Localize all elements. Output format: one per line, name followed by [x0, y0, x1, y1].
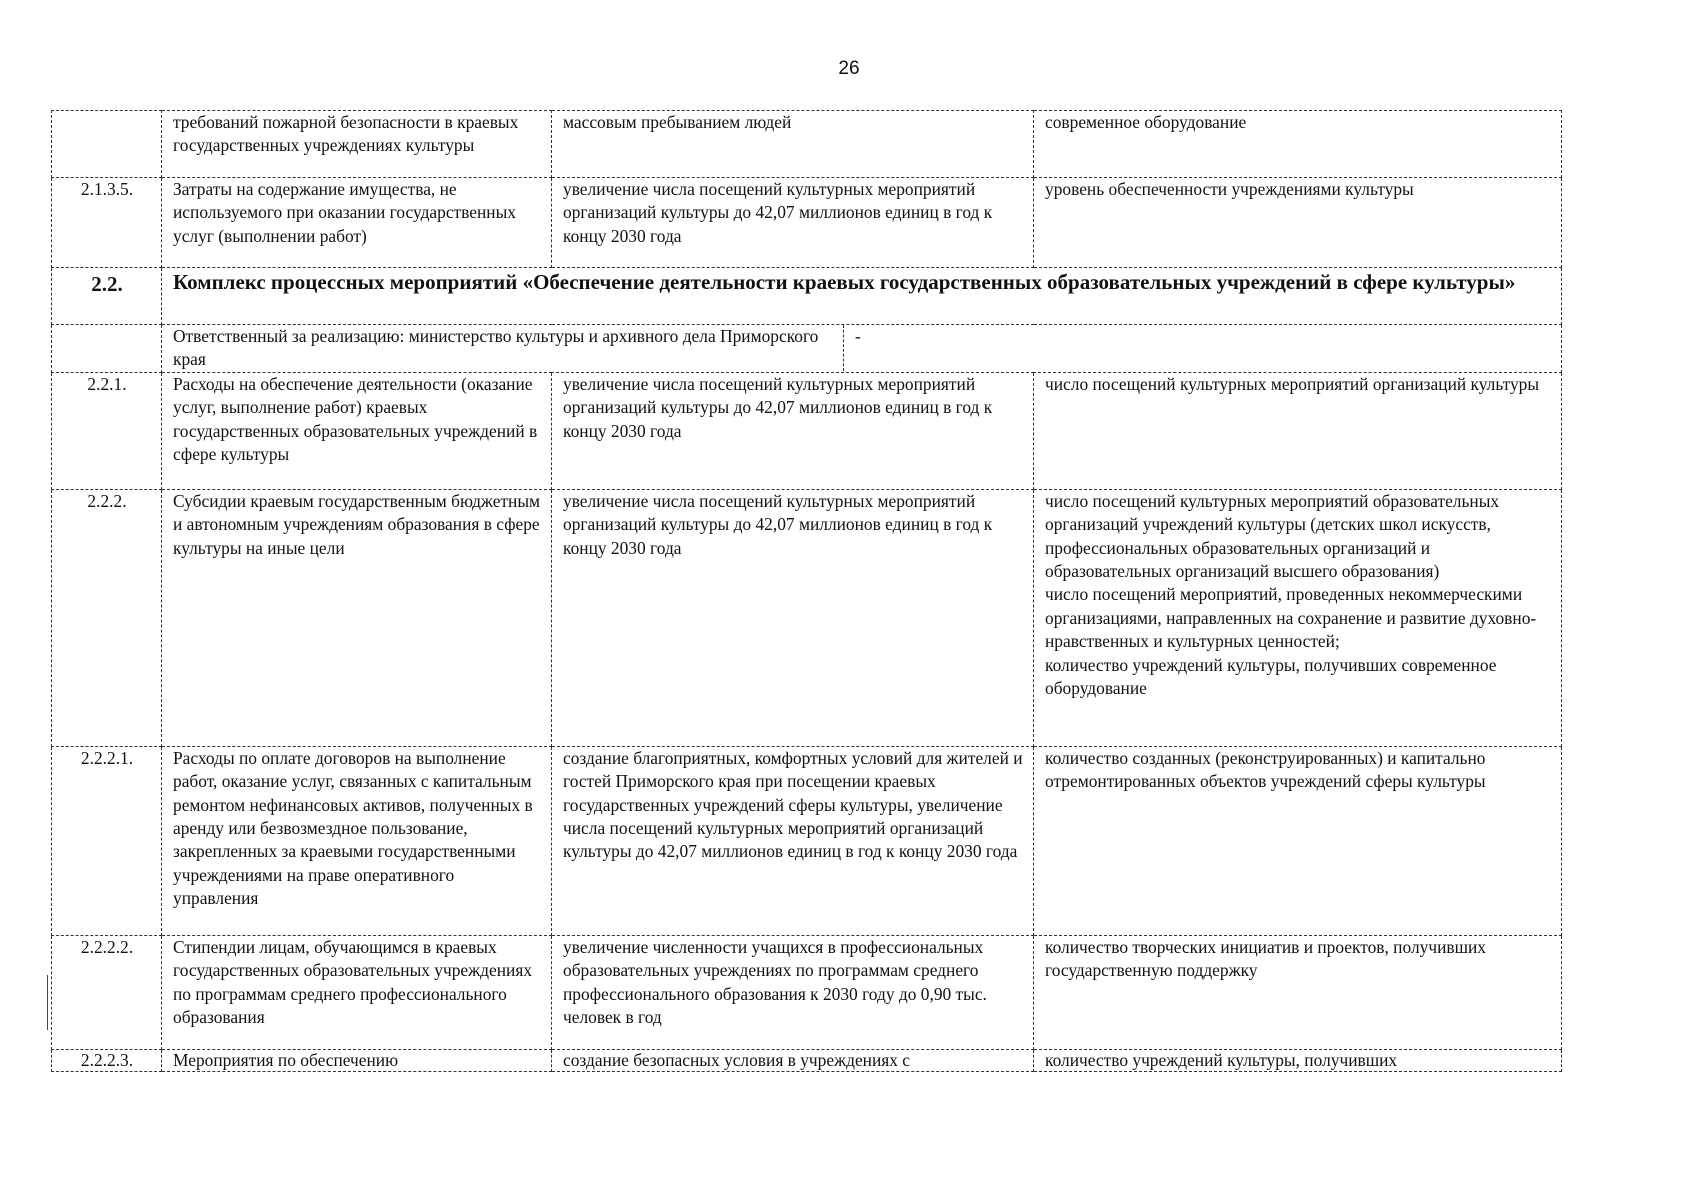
indicator-line: число посещений культурных мероприятий образовательных организаций учреждений культуры (детских школ искусств, профессиональных образовательных организаций и образовательных организаций высшего образования) — [1045, 490, 1500, 582]
responsible-block — [173, 325, 1561, 372]
page-number: 26 — [838, 58, 860, 79]
indicator-cell: число посещений культурных мероприятий организаций культуры — [1034, 372, 1562, 489]
table-row — [52, 178, 1562, 268]
task-cell: увеличение числа посещений культурных мероприятий организаций культуры до 42,07 миллионов единиц в год к концу 2030 года — [552, 372, 1034, 489]
empty-cell — [52, 325, 162, 373]
task-cell: увеличение численности учащихся в профессиональных образовательных учреждениях по программам среднего профессионального образования к 2030 году до 0,90 тыс. человек в год — [552, 935, 1034, 1049]
measure-cell: Субсидии краевым государственным бюджетным и автономным учреждениям образования в сфере культуры на иные цели — [162, 489, 552, 746]
indicator-cell — [1034, 489, 1562, 746]
row-number: 2.2.1. — [52, 372, 162, 489]
row-number: 2.1.3.5. — [52, 178, 162, 268]
program-table — [51, 110, 1562, 1072]
table-row — [52, 1049, 1562, 1071]
measure-cell: Расходы на обеспечение деятельности (оказание услуг, выполнение работ) краевых государственных образовательных учреждений в сфере культуры — [162, 372, 552, 489]
task-cell: увеличение числа посещений культурных мероприятий организаций культуры до 42,07 миллионов единиц в год к концу 2030 года — [552, 178, 1034, 268]
indicator-cell: современное оборудование — [1034, 111, 1562, 178]
table-row — [52, 746, 1562, 935]
indicator-cell: уровень обеспеченности учреждениями культуры — [1034, 178, 1562, 268]
indicator-cell: количество созданных (реконструированных) и капитально отремонтированных объектов учреждений сферы культуры — [1034, 746, 1562, 935]
row-number: 2.2.2.2. — [52, 935, 162, 1049]
indicator-line: число посещений мероприятий, проведенных некоммерческими организациями, направленных на сохранение и развитие духовно-нравственных и культурных ценностей; — [1045, 584, 1537, 652]
measure-cell: Стипендии лицам, обучающимся в краевых государственных образовательных учреждениях по программам среднего профессионального образования — [162, 935, 552, 1049]
section-header-row — [52, 268, 1562, 325]
row-number: 2.2.2.3. — [52, 1049, 162, 1071]
responsible-text: Ответственный за реализацию: министерство культуры и архивного дела Приморского края — [173, 326, 819, 370]
responsible-value: - — [843, 325, 861, 371]
table-row — [52, 372, 1562, 489]
table-row — [52, 935, 1562, 1049]
measure-cell: требований пожарной безопасности в краевых государственных учреждениях культуры — [162, 111, 552, 178]
measure-cell: Мероприятия по обеспечению — [162, 1049, 552, 1071]
scan-margin-line — [47, 975, 48, 1030]
indicator-cell: количество творческих инициатив и проектов, получивших государственную поддержку — [1034, 935, 1562, 1049]
row-number: 2.2.2. — [52, 489, 162, 746]
section-title: Комплекс процессных мероприятий «Обеспечение деятельности краевых государственных образовательных учреждений в сфере культуры» — [162, 268, 1562, 325]
indicator-line: количество учреждений культуры, получивших современное оборудование — [1045, 654, 1497, 699]
row-number — [52, 111, 162, 178]
responsible-row — [52, 325, 1562, 373]
task-cell: создание благоприятных, комфортных условий для жителей и гостей Приморского края при посещении краевых государственных учреждений сферы культуры, увеличение числа посещений культурных мероприятий организаций культуры до 42,07 миллионов единиц в год к концу 2030 года — [552, 746, 1034, 935]
task-cell: создание безопасных условия в учреждениях с — [552, 1049, 1034, 1071]
row-number: 2.2.2.1. — [52, 746, 162, 935]
table-row — [52, 489, 1562, 746]
measure-cell: Затраты на содержание имущества, не используемого при оказании государственных услуг (выполнении работ) — [162, 178, 552, 268]
indicator-cell: количество учреждений культуры, получивших — [1034, 1049, 1562, 1071]
task-cell: массовым пребыванием людей — [552, 111, 1034, 178]
section-number: 2.2. — [52, 268, 162, 325]
task-cell: увеличение числа посещений культурных мероприятий организаций культуры до 42,07 миллионов единиц в год к концу 2030 года — [552, 489, 1034, 746]
measure-cell: Расходы по оплате договоров на выполнение работ, оказание услуг, связанных с капитальным ремонтом нефинансовых активов, полученных в аренду или безвозмездное пользование, закрепленных за краевыми государственными учреждениями на праве оперативного управления — [162, 746, 552, 935]
table-row — [52, 111, 1562, 178]
